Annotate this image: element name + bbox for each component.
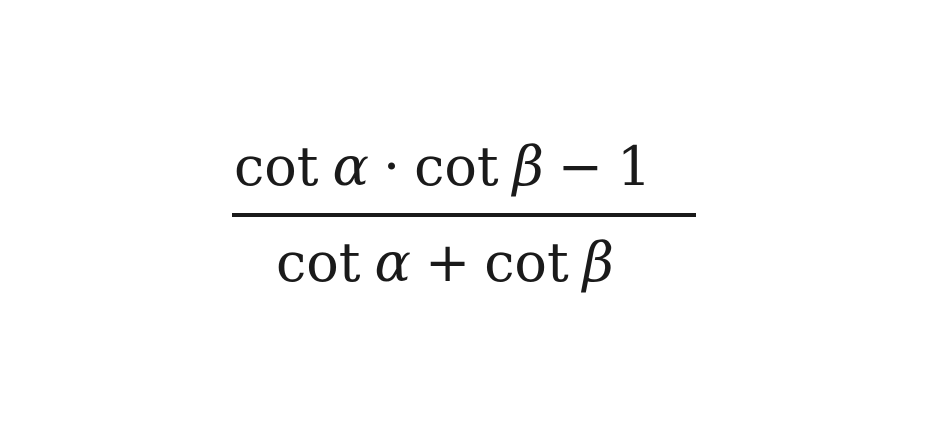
constant-one: 1 <box>617 135 652 198</box>
fraction-bar <box>232 213 696 217</box>
alpha-variable: α <box>374 231 411 294</box>
cot-function: cot <box>414 135 499 198</box>
beta-variable: β <box>582 231 614 294</box>
plus-operator: + <box>424 231 471 294</box>
denominator <box>276 231 614 294</box>
multiply-operator: · <box>382 135 401 198</box>
alpha-variable: α <box>332 135 369 198</box>
minus-operator: − <box>557 135 604 198</box>
cot-function: cot <box>234 135 319 198</box>
beta-variable: β <box>512 135 544 198</box>
cot-function: cot <box>276 231 361 294</box>
numerator <box>234 135 652 198</box>
cot-function: cot <box>484 231 569 294</box>
